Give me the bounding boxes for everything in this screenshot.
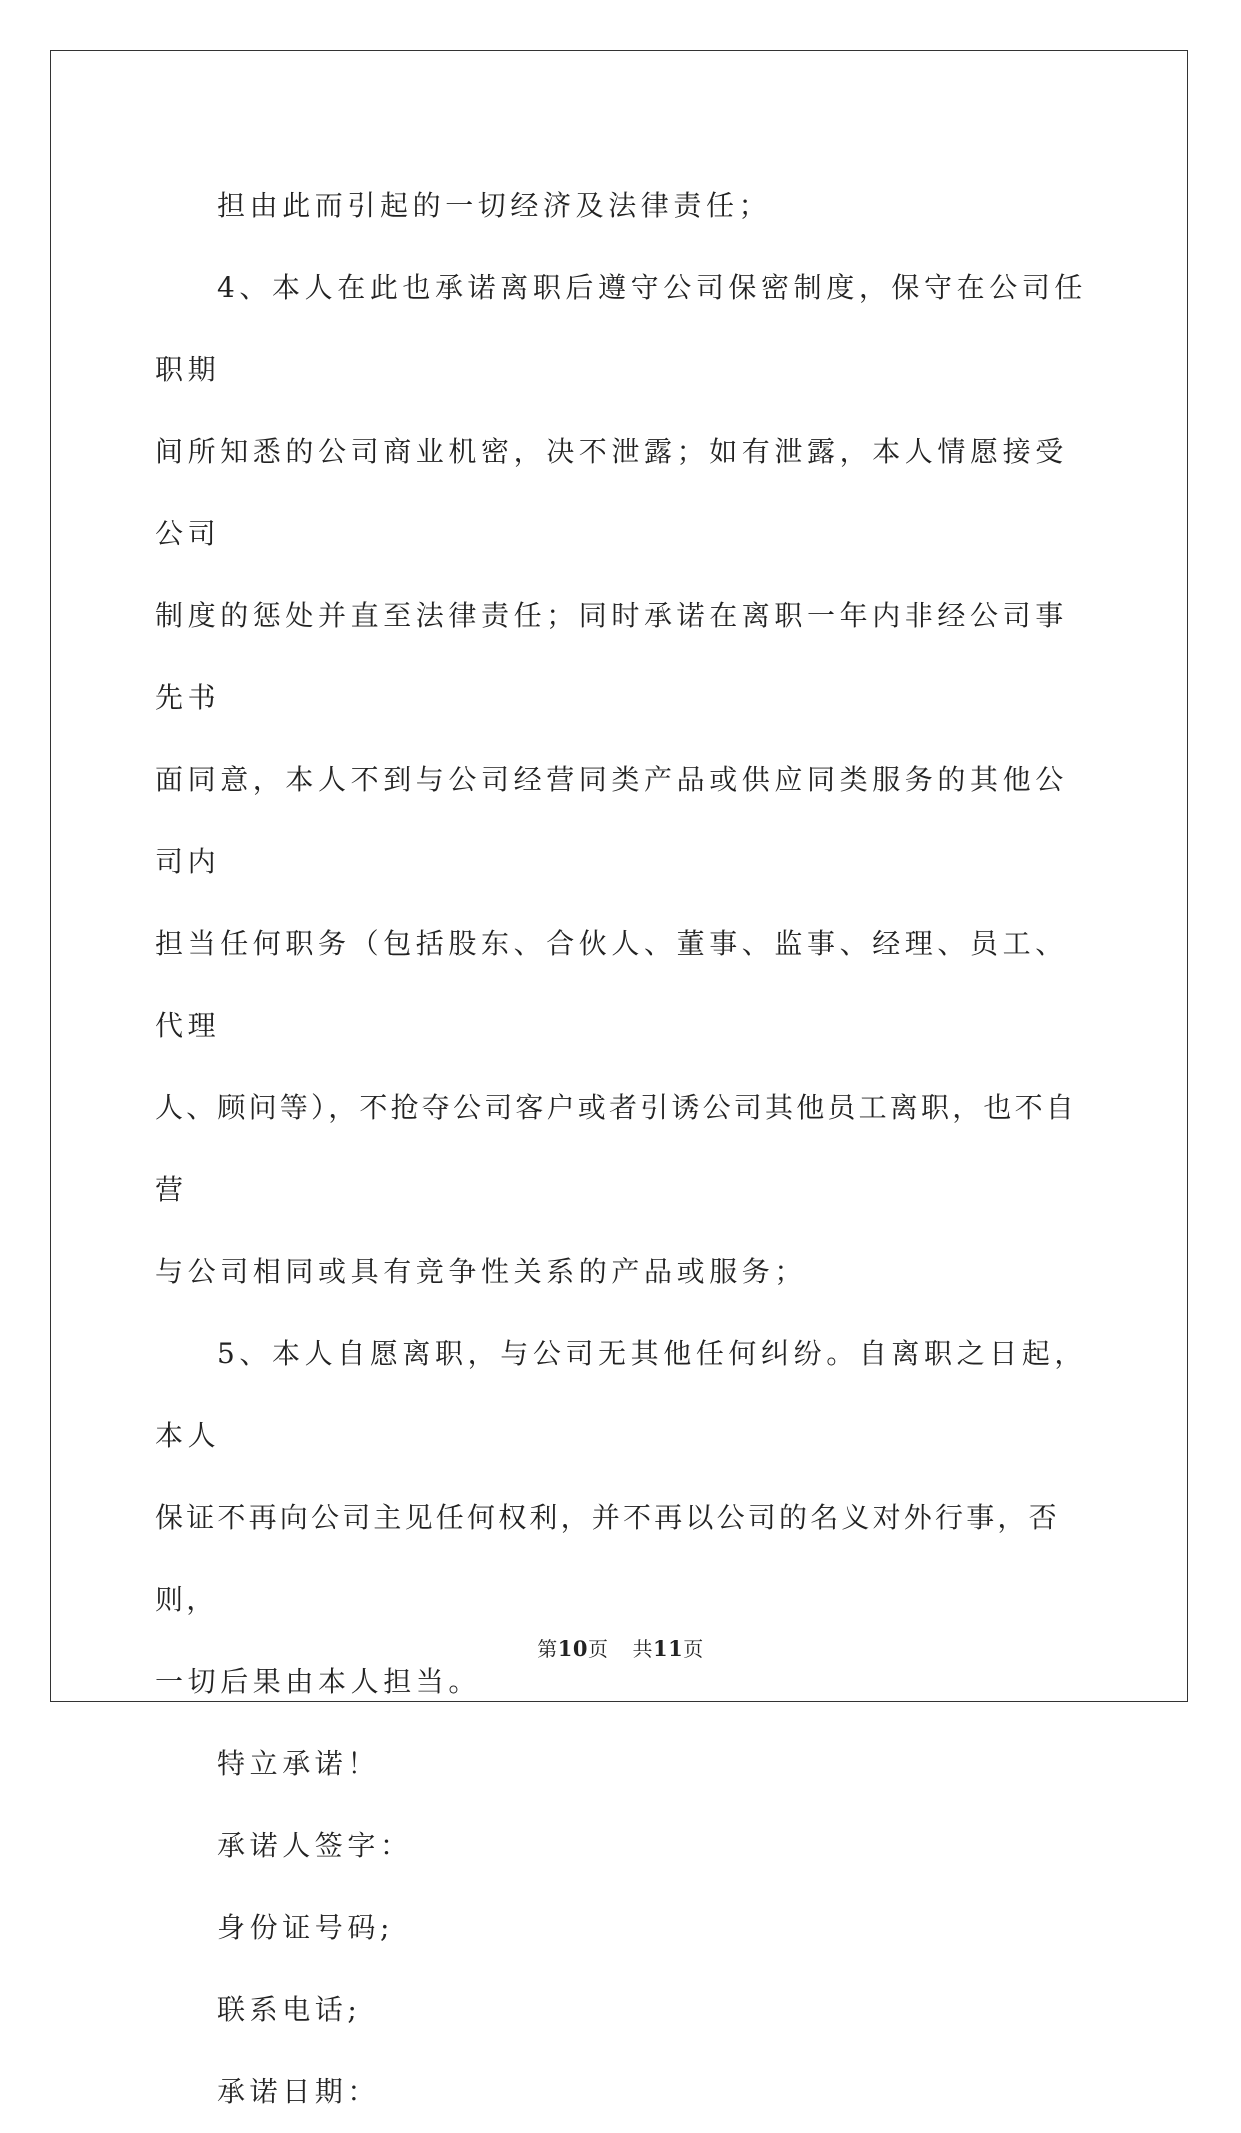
text-line: 特立承诺！ [217, 1747, 381, 1780]
page-prefix: 第 [537, 1637, 558, 1661]
text-line: 4、本人在此也承诺离职后遵守公司保密制度，保守在公司任职期 [155, 271, 1088, 386]
document-body [155, 165, 1090, 2133]
total-prefix: 共 [632, 1637, 653, 1661]
text-line: 间所知悉的公司商业机密，决不泄露；如有泄露，本人情愿接受公司 [155, 435, 1068, 550]
text-line: 联系电话; [217, 1993, 362, 2026]
total-page-count: 11 [653, 1636, 684, 1661]
page-number-footer [0, 1633, 1241, 1662]
text-line: 人、顾问等），不抢夺公司客户或者引诱公司其他员工离职，也不自营 [155, 1091, 1078, 1206]
text-line: 承诺日期： [217, 2075, 381, 2108]
text-line: 保证不再向公司主见任何权利，并不再以公司的名义对外行事，否则， [155, 1501, 1060, 1616]
text-line: 与公司相同或具有竞争性关系的产品或服务； [155, 1255, 808, 1288]
text-line: 担当任何职务（包括股东、合伙人、董事、监事、经理、员工、代理 [155, 927, 1068, 1042]
text-line: 面同意，本人不到与公司经营同类产品或供应同类服务的其他公司内 [155, 763, 1068, 878]
text-line: 承诺人签字： [217, 1829, 413, 1862]
text-line: 身份证号码; [217, 1911, 395, 1944]
total-suffix: 页 [683, 1637, 704, 1661]
page-suffix: 页 [588, 1637, 609, 1661]
text-line: 一切后果由本人担当。 [155, 1665, 482, 1698]
text-line: 5、本人自愿离职，与公司无其他任何纠纷。自离职之日起，本人 [155, 1337, 1088, 1452]
current-page-number: 10 [557, 1636, 588, 1661]
text-line: 担由此而引起的一切经济及法律责任； [217, 189, 772, 222]
text-line: 制度的惩处并直至法律责任；同时承诺在离职一年内非经公司事先书 [155, 599, 1068, 714]
